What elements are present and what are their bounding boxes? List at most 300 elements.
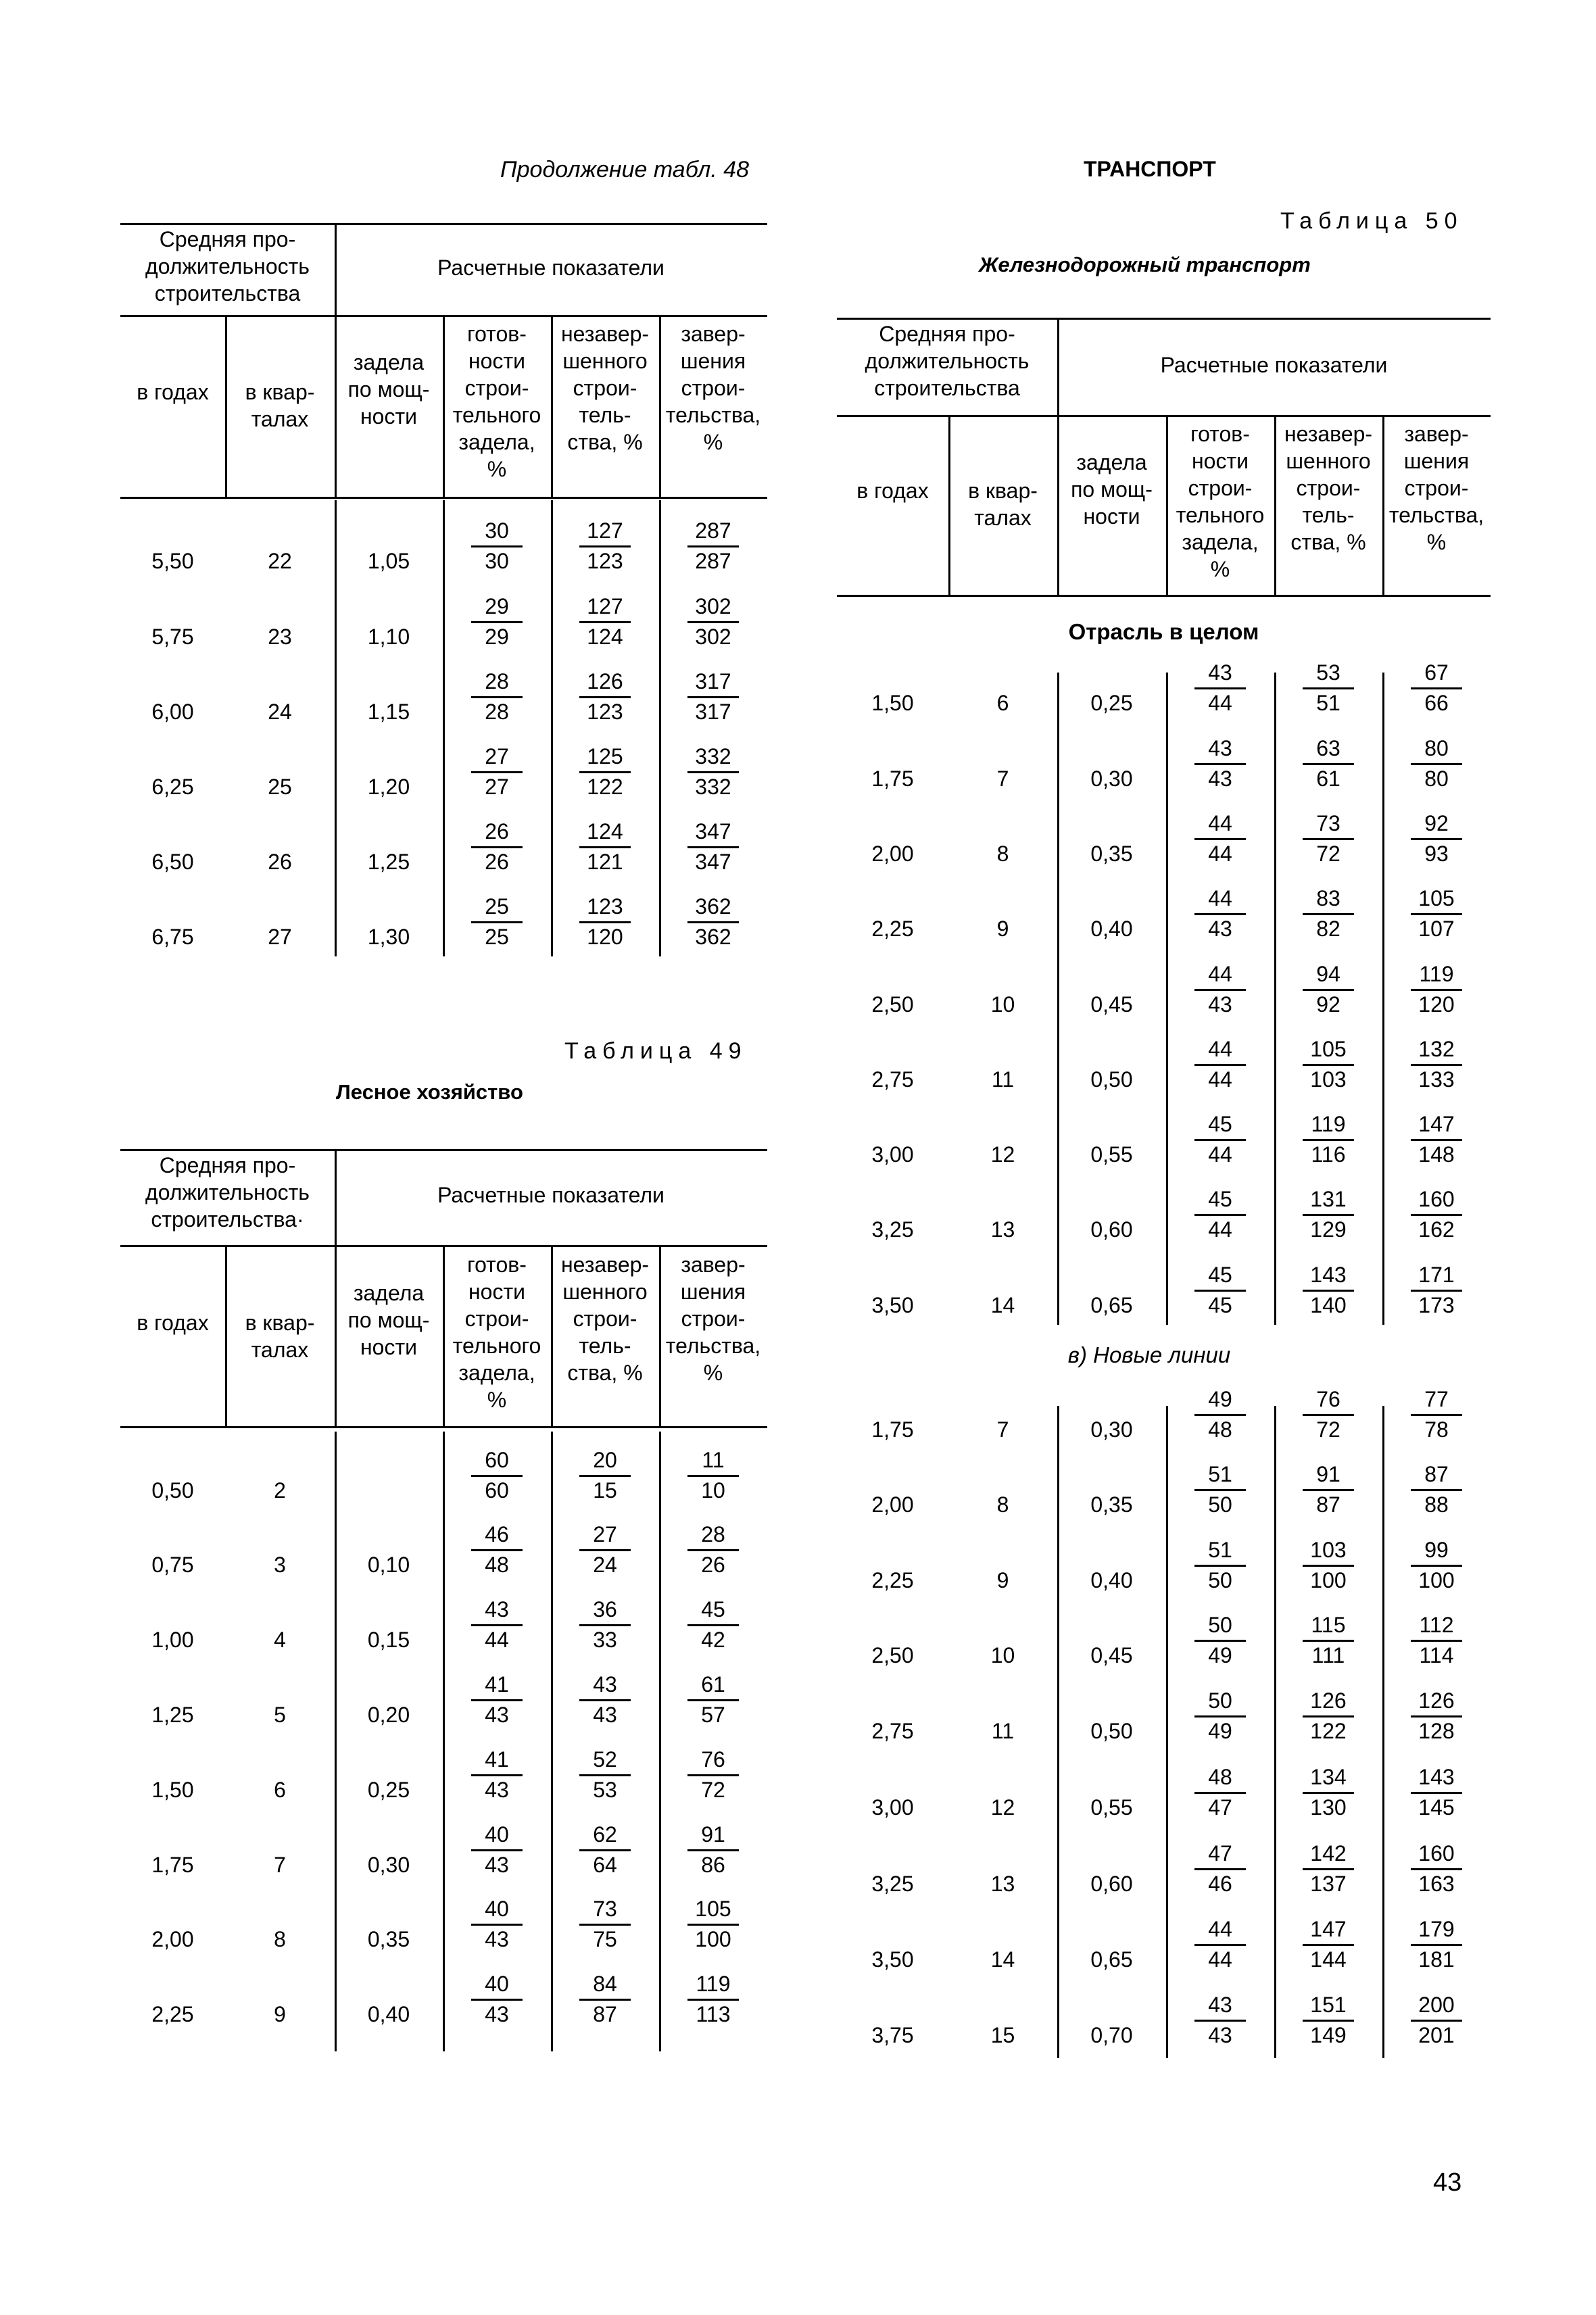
fraction-gotov [450,743,544,800]
fraction-nezav [558,593,652,650]
header-line: задела, [458,430,535,454]
fraction-zav-denominator: 113 [696,2002,731,2026]
fraction-gotov [450,1446,544,1504]
fraction-zav-numerator: 132 [1411,1035,1462,1066]
header-line: готов- [1190,422,1250,446]
fraction-nezav [1281,1386,1376,1443]
fraction-nezav-numerator: 52 [579,1746,631,1776]
fraction-gotov [1173,1536,1267,1594]
cell-zadel: 0,20 [367,1703,410,1727]
table-top-rule [120,223,767,225]
header-line: % [487,1388,507,1412]
fraction-zav [1389,960,1484,1018]
fraction-zav [1389,1111,1484,1168]
fraction-gotov-numerator: 43 [1194,1991,1246,2022]
fraction-gotov [450,1746,544,1803]
cell-zadel: 0,30 [1090,766,1133,791]
fraction-gotov-numerator: 45 [1194,1111,1246,1141]
fraction-nezav-numerator: 63 [1303,735,1354,765]
fraction-nezav [1281,735,1376,792]
fraction-gotov [450,1521,544,1578]
fraction-nezav-numerator: 126 [579,668,631,698]
fraction-gotov [450,1596,544,1653]
fraction-gotov-numerator: 26 [471,818,523,848]
fraction-zav-denominator: 42 [701,1628,725,1652]
fraction-nezav [1281,1611,1376,1669]
fraction-nezav [558,1970,652,2028]
cell-quarters: 22 [268,549,292,573]
fraction-nezav-numerator: 84 [579,1970,631,2001]
fraction-zav-numerator: 112 [1411,1611,1462,1642]
body-vrule [1166,1406,1168,2058]
fraction-nezav-numerator: 73 [579,1895,631,1926]
cell-years: 3,50 [871,1947,914,1972]
fraction-gotov-denominator: 49 [1208,1643,1232,1667]
cell-quarters: 9 [274,2002,286,2026]
column-header [660,1251,766,1386]
cell-zadel: 0,70 [1090,2023,1133,2047]
cell-quarters: 4 [274,1628,286,1652]
header-line: талах [251,407,309,431]
fraction-gotov-denominator: 60 [485,1478,509,1503]
fraction-zav-numerator: 61 [687,1671,739,1701]
fraction-nezav-numerator: 43 [579,1671,631,1701]
body-vrule [659,500,661,956]
fraction-gotov-denominator: 48 [485,1553,509,1577]
cell-quarters: 11 [991,1719,1015,1743]
header-line: шения [680,1280,746,1304]
fraction-nezav-denominator: 122 [587,775,623,799]
cell-quarters: 13 [990,1872,1015,1896]
fraction-zav-denominator: 163 [1418,1872,1455,1896]
fraction-nezav-denominator: 129 [1310,1217,1347,1242]
fraction-gotov [450,1895,544,1953]
fraction-nezav-denominator: 33 [593,1628,617,1652]
fraction-gotov-numerator: 45 [1194,1261,1246,1292]
fraction-zav-denominator: 362 [695,925,731,949]
fraction-gotov-numerator: 44 [1194,960,1246,991]
fraction-gotov-numerator: 44 [1194,1916,1246,1946]
cell-years: 3,25 [871,1872,914,1896]
fraction-zav-denominator: 148 [1418,1142,1455,1167]
cell-quarters: 25 [268,775,292,799]
fraction-zav-denominator: 145 [1418,1795,1455,1820]
fraction-nezav [1281,1461,1376,1518]
fraction-nezav-numerator: 91 [1303,1461,1354,1491]
cell-quarters: 9 [996,917,1009,941]
header-line: незавер- [1284,422,1373,446]
fraction-gotov-denominator: 50 [1208,1568,1232,1592]
fraction-nezav [1281,1991,1376,2049]
fraction-gotov-numerator: 50 [1194,1687,1246,1717]
fraction-gotov-denominator: 44 [1208,1217,1232,1242]
fraction-zav-denominator: 93 [1424,842,1449,866]
header-line: ства, % [567,1361,643,1385]
page-number: 43 [1433,2168,1462,2197]
fraction-gotov [1173,1611,1267,1669]
fraction-zav-numerator: 45 [687,1596,739,1626]
header-bottom-rule [120,1426,767,1428]
header-line: строи- [573,1307,637,1331]
cell-years: 2,25 [151,2002,194,2026]
header-duration-group [120,226,335,307]
column-header [444,320,550,483]
fraction-zav [666,1895,760,1953]
fraction-zav-numerator: 80 [1411,735,1462,765]
body-vrule [1166,673,1168,1325]
body-vrule [443,500,445,956]
column-header [552,1251,658,1386]
fraction-nezav [558,743,652,800]
fraction-nezav-denominator: 75 [593,1927,617,1951]
fraction-gotov-numerator: 41 [471,1671,523,1701]
fraction-zav-numerator: 160 [1411,1840,1462,1870]
cell-quarters: 10 [990,992,1015,1017]
header-line: тель- [1302,503,1355,527]
header-line: задела [1076,450,1147,474]
fraction-zav-denominator: 332 [695,775,731,799]
fraction-zav [1389,1991,1484,2049]
header-line: незавер- [560,322,650,346]
fraction-nezav-denominator: 111 [1311,1643,1345,1667]
fraction-zav-numerator: 362 [687,893,739,923]
fraction-gotov [1173,885,1267,942]
header-line: шенного [562,1280,648,1304]
header-line: строи- [1404,476,1469,500]
fraction-gotov-denominator: 49 [1208,1719,1232,1743]
fraction-nezav [558,668,652,725]
cell-zadel: 0,15 [367,1628,410,1652]
fraction-gotov [450,593,544,650]
cell-years: 6,50 [151,850,194,874]
fraction-zav-numerator: 143 [1411,1763,1462,1794]
cell-zadel: 0,35 [1090,1492,1133,1517]
cell-zadel: 0,30 [1090,1417,1133,1442]
header-line: шенного [1286,449,1371,473]
fraction-nezav-denominator: 144 [1310,1947,1347,1972]
fraction-zav-denominator: 114 [1419,1643,1454,1667]
cell-zadel: 0,65 [1090,1293,1133,1317]
fraction-zav [666,668,760,725]
cell-zadel: 0,50 [1090,1719,1133,1743]
header-duration-group [120,1152,335,1233]
fraction-gotov-denominator: 43 [485,2002,509,2026]
fraction-gotov-denominator: 45 [1208,1293,1232,1317]
fraction-nezav-denominator: 124 [587,625,623,649]
fraction-zav-denominator: 78 [1424,1417,1449,1442]
fraction-zav-numerator: 67 [1411,659,1462,689]
fraction-nezav [1281,1840,1376,1897]
fraction-zav-denominator: 133 [1418,1067,1455,1092]
fraction-nezav-denominator: 87 [593,2002,617,2026]
fraction-gotov-numerator: 60 [471,1446,523,1477]
fraction-nezav [1281,1687,1376,1745]
fraction-gotov-numerator: 40 [471,1821,523,1851]
fraction-gotov [1173,1763,1267,1821]
fraction-nezav-denominator: 51 [1316,691,1340,715]
fraction-nezav [558,1746,652,1803]
column-header [444,1251,550,1413]
cell-years: 6,25 [151,775,194,799]
fraction-gotov-denominator: 44 [1208,1142,1232,1167]
fraction-gotov-denominator: 47 [1208,1795,1232,1820]
fraction-nezav-denominator: 100 [1310,1568,1347,1592]
fraction-nezav-denominator: 43 [593,1703,617,1727]
fraction-zav [1389,1763,1484,1821]
header-line: строи- [681,1307,746,1331]
header-indicators: Расчетные показатели [1160,353,1388,377]
cell-zadel: 0,40 [367,2002,410,2026]
header-line: готов- [467,1252,527,1277]
fraction-gotov-numerator: 41 [471,1746,523,1776]
fraction-gotov-numerator: 50 [1194,1611,1246,1642]
body-vrule [659,1432,661,2051]
fraction-gotov-numerator: 48 [1194,1763,1246,1794]
fraction-gotov-denominator: 30 [485,549,509,573]
header-line: Средняя про- [879,322,1015,346]
cell-years: 2,25 [871,917,914,941]
fraction-zav-numerator: 287 [687,517,739,547]
cell-zadel: 0,25 [367,1778,410,1802]
fraction-nezav [1281,1111,1376,1168]
body-vrule [1274,673,1276,1325]
cell-zadel: 0,45 [1090,992,1133,1017]
fraction-gotov [450,818,544,875]
fraction-gotov-numerator: 28 [471,668,523,698]
fraction-gotov [1173,1186,1267,1243]
header-duration-group [837,320,1057,401]
fraction-gotov-denominator: 43 [1208,992,1232,1017]
cell-quarters: 24 [268,700,292,724]
body-vrule [551,1432,553,2051]
header-line: в годах [137,1311,209,1335]
header-line: шенного [562,349,648,373]
fraction-nezav-numerator: 127 [579,517,631,547]
fraction-nezav [558,893,652,950]
cell-zadel: 0,40 [1090,1568,1133,1592]
cell-years: 2,50 [871,1643,914,1667]
fraction-zav-denominator: 120 [1418,992,1455,1017]
fraction-gotov [450,1671,544,1728]
body-vrule [443,1432,445,2051]
header-line: должительность [145,254,310,278]
fraction-gotov-denominator: 46 [1208,1872,1232,1896]
header-line: должительность [865,349,1030,373]
fraction-nezav-denominator: 53 [593,1778,617,1802]
cell-quarters: 8 [996,1492,1009,1517]
cell-zadel: 0,35 [367,1927,410,1951]
cell-years: 1,50 [871,691,914,715]
column-header [336,1280,441,1361]
cell-zadel: 0,60 [1090,1217,1133,1242]
header-line: в годах [137,380,209,404]
fraction-gotov-denominator: 44 [1208,842,1232,866]
column-header [122,379,224,406]
fraction-zav-denominator: 287 [695,549,731,573]
fraction-nezav-denominator: 116 [1311,1142,1346,1167]
fraction-zav-numerator: 200 [1411,1991,1462,2022]
table-49-label: Таблица 49 [564,1038,748,1064]
fraction-nezav-numerator: 20 [579,1446,631,1477]
header-line: шения [1403,449,1470,473]
fraction-zav-denominator: 100 [695,1927,731,1951]
header-line: ности [468,349,525,373]
header-line: ности [1192,449,1249,473]
cell-quarters: 7 [996,1417,1009,1442]
cell-years: 0,50 [151,1478,194,1503]
fraction-nezav-denominator: 82 [1316,917,1340,941]
fraction-zav-numerator: 160 [1411,1186,1462,1216]
column-header [660,320,766,456]
fraction-zav [1389,1916,1484,1973]
fraction-gotov [450,1821,544,1878]
fraction-zav-denominator: 72 [701,1778,725,1802]
fraction-gotov [1173,1111,1267,1168]
fraction-zav-numerator: 92 [1411,810,1462,840]
header-bottom-rule [837,595,1491,597]
fraction-gotov [1173,1386,1267,1443]
cell-zadel: 0,65 [1090,1947,1133,1972]
cell-years: 3,00 [871,1795,914,1820]
fraction-nezav-numerator: 105 [1303,1035,1354,1066]
fraction-zav-numerator: 91 [687,1821,739,1851]
header-line: ности [360,1335,417,1359]
header-line: по мощ- [1071,477,1153,502]
cell-zadel: 0,40 [1090,917,1133,941]
table-50-title: Железнодорожный транспорт [979,253,1311,276]
fraction-gotov-numerator: 47 [1194,1840,1246,1870]
fraction-gotov [1173,659,1267,716]
fraction-zav [666,517,760,575]
fraction-zav-numerator: 171 [1411,1261,1462,1292]
table-50-label: Таблица 50 [1280,208,1464,234]
header-line: строительства· [151,1207,304,1232]
column-header [838,477,947,504]
cell-years: 3,00 [871,1142,914,1167]
fraction-gotov [1173,1261,1267,1319]
fraction-nezav-denominator: 123 [587,700,623,724]
fraction-gotov-numerator: 51 [1194,1536,1246,1567]
column-header [1059,449,1165,530]
fraction-gotov-numerator: 46 [471,1521,523,1551]
cell-years: 2,00 [871,842,914,866]
fraction-gotov-denominator: 28 [485,700,509,724]
fraction-gotov [1173,960,1267,1018]
cell-quarters: 5 [274,1703,286,1727]
fraction-gotov-numerator: 40 [471,1895,523,1926]
header-line: талах [974,506,1032,530]
fraction-gotov-numerator: 43 [471,1596,523,1626]
cell-quarters: 8 [996,842,1009,866]
fraction-gotov-denominator: 27 [485,775,509,799]
fraction-nezav-denominator: 64 [593,1853,617,1877]
fraction-zav-numerator: 11 [687,1446,739,1477]
fraction-gotov-denominator: 43 [1208,917,1232,941]
fraction-gotov-numerator: 45 [1194,1186,1246,1216]
fraction-zav [1389,1461,1484,1518]
fraction-nezav-denominator: 140 [1310,1293,1347,1317]
column-header [226,1309,333,1363]
fraction-zav [666,893,760,950]
header-line: ности [468,1280,525,1304]
fraction-nezav [1281,659,1376,716]
fraction-nezav [558,1446,652,1504]
header-indicators: Расчетные показатели [437,255,664,280]
fraction-nezav [558,1895,652,1953]
fraction-nezav-numerator: 103 [1303,1536,1354,1567]
fraction-zav-denominator: 181 [1418,1947,1455,1972]
header-line: задела [353,1281,425,1305]
cell-zadel: 0,60 [1090,1872,1133,1896]
fraction-gotov-denominator: 44 [1208,691,1232,715]
column-header [226,379,333,433]
cell-years: 2,75 [871,1067,914,1092]
table-49-title: Лесное хозяйство [336,1080,523,1104]
fraction-zav [666,1671,760,1728]
cell-quarters: 10 [990,1643,1015,1667]
cell-years: 5,50 [151,549,194,573]
header-indicators: Расчетные показатели [437,1183,664,1207]
header-line: в квар- [245,380,315,404]
fraction-zav-denominator: 88 [1424,1492,1449,1517]
header-line: в квар- [245,1311,315,1335]
fraction-zav [1389,1035,1484,1093]
fraction-nezav-numerator: 73 [1303,810,1354,840]
fraction-gotov-denominator: 43 [485,1703,509,1727]
column-header [552,320,658,456]
header-line: % [1210,557,1230,581]
fraction-nezav [558,818,652,875]
fraction-zav-denominator: 26 [701,1553,725,1577]
column-header [336,349,441,430]
header-line: % [703,430,723,454]
fraction-gotov-numerator: 44 [1194,810,1246,840]
fraction-zav [1389,810,1484,867]
cell-quarters: 3 [274,1553,286,1577]
header-line: готов- [467,322,527,346]
fraction-zav-denominator: 86 [701,1853,725,1877]
fraction-nezav-numerator: 151 [1303,1991,1354,2022]
cell-quarters: 6 [274,1778,286,1802]
fraction-gotov-denominator: 25 [485,925,509,949]
fraction-nezav [1281,1261,1376,1319]
fraction-zav-numerator: 347 [687,818,739,848]
fraction-nezav-numerator: 27 [579,1521,631,1551]
fraction-nezav-numerator: 62 [579,1821,631,1851]
header-line: задела, [1182,530,1259,554]
cell-years: 1,00 [151,1628,194,1652]
fraction-nezav-numerator: 131 [1303,1186,1354,1216]
fraction-zav-numerator: 179 [1411,1916,1462,1946]
cell-years: 1,25 [151,1703,194,1727]
fraction-nezav-numerator: 127 [579,593,631,623]
fraction-zav [666,1746,760,1803]
cell-years: 1,75 [871,766,914,791]
cell-years: 2,50 [871,992,914,1017]
fraction-gotov [1173,1916,1267,1973]
fraction-gotov-denominator: 43 [485,1778,509,1802]
fraction-zav-numerator: 77 [1411,1386,1462,1416]
column-header [1384,420,1489,556]
fraction-gotov [1173,1461,1267,1518]
fraction-gotov-numerator: 29 [471,593,523,623]
header-line: задела, [458,1361,535,1385]
fraction-nezav-denominator: 149 [1310,2023,1347,2047]
fraction-gotov-numerator: 43 [1194,659,1246,689]
body-vrule [551,500,553,956]
header-line: в годах [856,479,929,503]
body-vrule [1382,673,1384,1325]
